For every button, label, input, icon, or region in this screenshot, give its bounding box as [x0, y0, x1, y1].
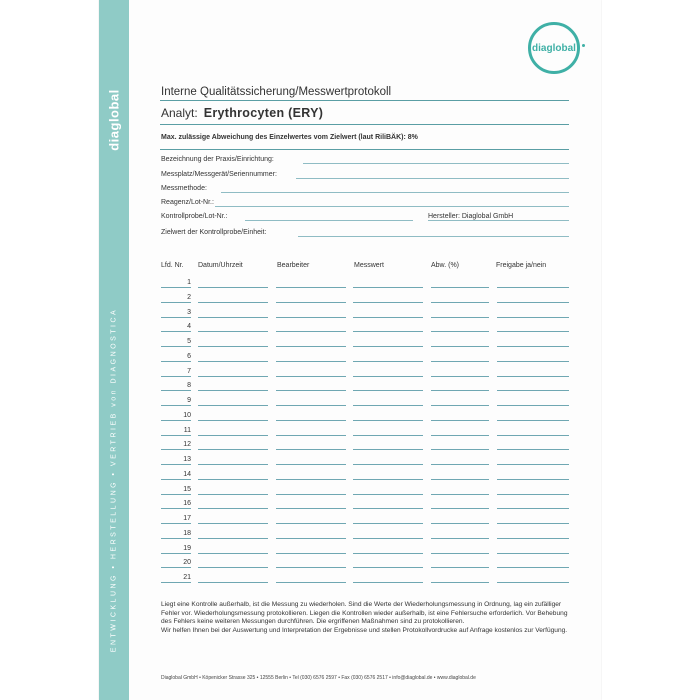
table-cell-line[interactable]: [497, 435, 569, 436]
row-number-line: [161, 331, 191, 332]
table-cell-line[interactable]: [353, 302, 423, 303]
table-cell-line[interactable]: [497, 449, 569, 450]
table-cell-line[interactable]: [431, 376, 489, 377]
table-cell-line[interactable]: [198, 390, 268, 391]
footer-instructions: [161, 601, 571, 635]
table-cell-line[interactable]: [431, 287, 489, 288]
row-number: 3: [187, 308, 191, 316]
table-cell-line[interactable]: [353, 582, 423, 583]
row-number-line: [161, 302, 191, 303]
row-number: 4: [187, 323, 191, 331]
table-cell-line[interactable]: [353, 464, 423, 465]
table-cell-line[interactable]: [353, 538, 423, 539]
table-cell-line[interactable]: [198, 523, 268, 524]
table-cell-line[interactable]: [198, 449, 268, 450]
table-cell-line[interactable]: [497, 317, 569, 318]
table-cell-line[interactable]: [276, 317, 346, 318]
row-number: 14: [183, 470, 191, 478]
table-cell-line[interactable]: [353, 435, 423, 436]
table-cell-line[interactable]: [353, 449, 423, 450]
messplatz-line[interactable]: [296, 178, 569, 179]
table-cell-line[interactable]: [198, 435, 268, 436]
table-cell-line[interactable]: [431, 479, 489, 480]
row-number-line: [161, 317, 191, 318]
praxis-line[interactable]: [303, 163, 569, 164]
table-cell-line[interactable]: [198, 331, 268, 332]
table-cell-line[interactable]: [353, 390, 423, 391]
table-cell-line[interactable]: [276, 376, 346, 377]
table-cell-line[interactable]: [276, 435, 346, 436]
table-cell-line[interactable]: [431, 302, 489, 303]
diaglobal-logo: [528, 22, 580, 74]
table-cell-line[interactable]: [431, 449, 489, 450]
table-cell-line[interactable]: [198, 376, 268, 377]
max-deviation: Max. zulässige Abweichung des Einzelwertes vom Zielwert (laut RiliBÄK): 8%: [161, 134, 418, 141]
row-number-line: [161, 582, 191, 583]
table-cell-line[interactable]: [497, 464, 569, 465]
table-cell-line[interactable]: [276, 420, 346, 421]
row-number-line: [161, 405, 191, 406]
table-cell-line[interactable]: [276, 582, 346, 583]
table-cell-line[interactable]: [198, 405, 268, 406]
footer-paragraph-1: Liegt eine Kontrolle außerhalb, ist die Messung zu wiederholen. Sind die Werte der Wiederholungsmessung in Ordnung, lag ein zufälliger Fehler vor. Wiederholungsmessung protokollieren. Liegen die Kontrollen wieder außerhalb, ist eine Fehlersuche erforderlich. Vor Behebung des Fehlers keine weiteren Messungen durchführen. Die ergriffenen Maßnahmen sind zu protokollieren.: [161, 601, 568, 626]
row-number-line: [161, 523, 191, 524]
table-cell-line[interactable]: [353, 420, 423, 421]
table-cell-line[interactable]: [198, 494, 268, 495]
row-number: 16: [183, 500, 191, 508]
table-cell-line[interactable]: [353, 331, 423, 332]
table-cell-line[interactable]: [353, 494, 423, 495]
kontrollprobe-line[interactable]: [245, 220, 413, 221]
table-cell-line[interactable]: [497, 553, 569, 554]
title-rule: [160, 100, 569, 101]
table-cell-line[interactable]: [198, 582, 268, 583]
row-number: 17: [183, 515, 191, 522]
maxdev-rule: [160, 149, 569, 150]
row-number-line: [161, 420, 191, 421]
header-messwert: Messwert: [354, 262, 384, 269]
table-cell-line[interactable]: [353, 405, 423, 406]
row-number-line: [161, 479, 191, 480]
table-cell-line[interactable]: [353, 361, 423, 362]
band-brand: diaglobal: [106, 89, 122, 151]
header-abweichung: Abw. (%): [431, 262, 460, 269]
header-freigabe: Freigabe ja/nein: [496, 262, 547, 269]
table-cell-line[interactable]: [497, 287, 569, 288]
row-number: 8: [187, 382, 191, 390]
methode-line[interactable]: [221, 192, 569, 193]
table-cell-line[interactable]: [276, 508, 346, 509]
row-number-line: [161, 508, 191, 509]
row-number-line: [161, 361, 191, 362]
table-cell-line[interactable]: [276, 331, 346, 332]
table-cell-line[interactable]: [497, 523, 569, 524]
table-cell-line[interactable]: [431, 420, 489, 421]
table-cell-line[interactable]: [353, 287, 423, 288]
row-number: 15: [183, 485, 191, 493]
analyt-label: Analyt:: [161, 106, 198, 120]
table-cell-line[interactable]: [431, 582, 489, 583]
zielwert-line[interactable]: [298, 236, 569, 237]
table-cell-line[interactable]: [353, 553, 423, 554]
row-number-line: [161, 376, 191, 377]
table-cell-line[interactable]: [198, 317, 268, 318]
table-cell-line[interactable]: [431, 494, 489, 495]
row-number: 20: [183, 559, 191, 567]
table-cell-line[interactable]: [353, 508, 423, 509]
row-number: 21: [183, 574, 191, 581]
field-praxis: Bezeichnung der Praxis/Einrichtung:: [161, 156, 274, 163]
table-cell-line[interactable]: [431, 317, 489, 318]
header-lfd-nr: Lfd. Nr.: [161, 262, 184, 269]
table-cell-line[interactable]: [198, 479, 268, 480]
table-cell-line[interactable]: [497, 390, 569, 391]
table-cell-line[interactable]: [431, 331, 489, 332]
analyt-rule: [160, 124, 569, 125]
table-cell-line[interactable]: [497, 420, 569, 421]
field-reagenz: Reagenz/Lot-Nr.:: [161, 199, 214, 206]
table-cell-line[interactable]: [497, 405, 569, 406]
analyt-value: Erythrocyten (ERY): [203, 106, 324, 120]
row-number: 7: [187, 367, 191, 375]
table-cell-line[interactable]: [198, 538, 268, 539]
row-number: 18: [183, 529, 191, 537]
analyt-line: [161, 106, 323, 120]
table-cell-line[interactable]: [497, 582, 569, 583]
table-cell-line[interactable]: [276, 302, 346, 303]
logo-dot: [582, 44, 585, 47]
table-cell-line[interactable]: [431, 361, 489, 362]
table-cell-line[interactable]: [497, 376, 569, 377]
row-number: 19: [183, 544, 191, 552]
table-cell-line[interactable]: [497, 361, 569, 362]
table-cell-line[interactable]: [198, 567, 268, 568]
protocol-sheet: [99, 0, 601, 700]
row-number-line: [161, 390, 191, 391]
row-number-line: [161, 435, 191, 436]
table-cell-line[interactable]: [497, 479, 569, 480]
table-cell-line[interactable]: [198, 287, 268, 288]
table-cell-line[interactable]: [198, 508, 268, 509]
logo-text: diaglobal: [532, 42, 576, 54]
table-cell-line[interactable]: [431, 346, 489, 347]
header-bearbeiter: Bearbeiter: [277, 262, 310, 269]
row-number-line: [161, 287, 191, 288]
table-cell-line[interactable]: [276, 494, 346, 495]
table-cell-line[interactable]: [353, 346, 423, 347]
band-tagline: ENTWICKLUNG • HERSTELLUNG • VERTRIEB von DIAGNOSTICA: [110, 307, 118, 653]
row-number-line: [161, 494, 191, 495]
document-title: Interne Qualitätssicherung/Messwertprotokoll: [161, 86, 392, 98]
row-number: 1: [187, 279, 191, 286]
table-cell-line[interactable]: [276, 287, 346, 288]
table-cell-line[interactable]: [497, 331, 569, 332]
row-number-line: [161, 553, 191, 554]
field-kontrollprobe: Kontrollprobe/Lot-Nr.:: [161, 213, 228, 220]
table-cell-line[interactable]: [198, 464, 268, 465]
footer-paragraph-2: Wir helfen Ihnen bei der Auswertung und Interpretation der Ergebnisse und stellen Protokollvordrucke auf Anfrage kostenlos zur Verfügung.: [161, 626, 568, 634]
row-number-line: [161, 346, 191, 347]
table-cell-line[interactable]: [198, 361, 268, 362]
table-cell-line[interactable]: [497, 508, 569, 509]
row-number: 11: [183, 426, 191, 434]
reagenz-line[interactable]: [215, 206, 569, 207]
table-cell-line[interactable]: [276, 405, 346, 406]
header-datum: Datum/Uhrzeit: [198, 262, 243, 269]
field-zielwert: Zielwert der Kontrollprobe/Einheit:: [161, 229, 267, 236]
table-cell-line[interactable]: [276, 346, 346, 347]
row-number: 12: [183, 441, 191, 449]
table-cell-line[interactable]: [431, 435, 489, 436]
hersteller-line: [428, 220, 569, 221]
table-cell-line[interactable]: [198, 553, 268, 554]
table-cell-line[interactable]: [497, 567, 569, 568]
table-cell-line[interactable]: [431, 464, 489, 465]
table-cell-line[interactable]: [276, 567, 346, 568]
field-methode: Messmethode:: [161, 185, 207, 192]
row-number: 6: [187, 352, 191, 360]
table-cell-line[interactable]: [276, 538, 346, 539]
row-number-line: [161, 449, 191, 450]
row-number-line: [161, 464, 191, 465]
table-cell-line[interactable]: [198, 420, 268, 421]
table-cell-line[interactable]: [497, 346, 569, 347]
table-cell-line[interactable]: [353, 479, 423, 480]
table-cell-line[interactable]: [497, 538, 569, 539]
row-number: 13: [183, 456, 191, 463]
table-cell-line[interactable]: [353, 376, 423, 377]
table-cell-line[interactable]: [431, 390, 489, 391]
row-number: 5: [187, 338, 191, 345]
table-cell-line[interactable]: [276, 449, 346, 450]
table-cell-line[interactable]: [276, 479, 346, 480]
table-cell-line[interactable]: [431, 553, 489, 554]
table-cell-line[interactable]: [431, 538, 489, 539]
table-cell-line[interactable]: [497, 302, 569, 303]
row-number: 9: [187, 397, 191, 404]
table-cell-line[interactable]: [276, 464, 346, 465]
table-cell-line[interactable]: [198, 302, 268, 303]
footer-contact: Diaglobal GmbH • Köpenicker Strasse 325 • 12555 Berlin • Tel (030) 6576 2597 • Fax (030) 6576 2517 • info@diaglobal.de • www.diaglobal.de: [161, 675, 476, 681]
table-cell-line[interactable]: [353, 317, 423, 318]
row-number-line: [161, 538, 191, 539]
table-cell-line[interactable]: [497, 494, 569, 495]
row-number: 10: [183, 411, 191, 419]
table-cell-line[interactable]: [276, 361, 346, 362]
table-cell-line[interactable]: [276, 553, 346, 554]
field-hersteller: Hersteller: Diaglobal GmbH: [428, 213, 514, 220]
table-cell-line[interactable]: [198, 346, 268, 347]
table-cell-line[interactable]: [353, 523, 423, 524]
row-number: 2: [187, 293, 191, 301]
table-cell-line[interactable]: [431, 523, 489, 524]
field-messplatz: Messplatz/Messgerät/Seriennummer:: [161, 171, 277, 178]
row-number-line: [161, 567, 191, 568]
table-cell-line[interactable]: [431, 508, 489, 509]
table-cell-line[interactable]: [276, 523, 346, 524]
table-cell-line[interactable]: [431, 567, 489, 568]
table-cell-line[interactable]: [276, 390, 346, 391]
table-cell-line[interactable]: [431, 405, 489, 406]
table-cell-line[interactable]: [353, 567, 423, 568]
